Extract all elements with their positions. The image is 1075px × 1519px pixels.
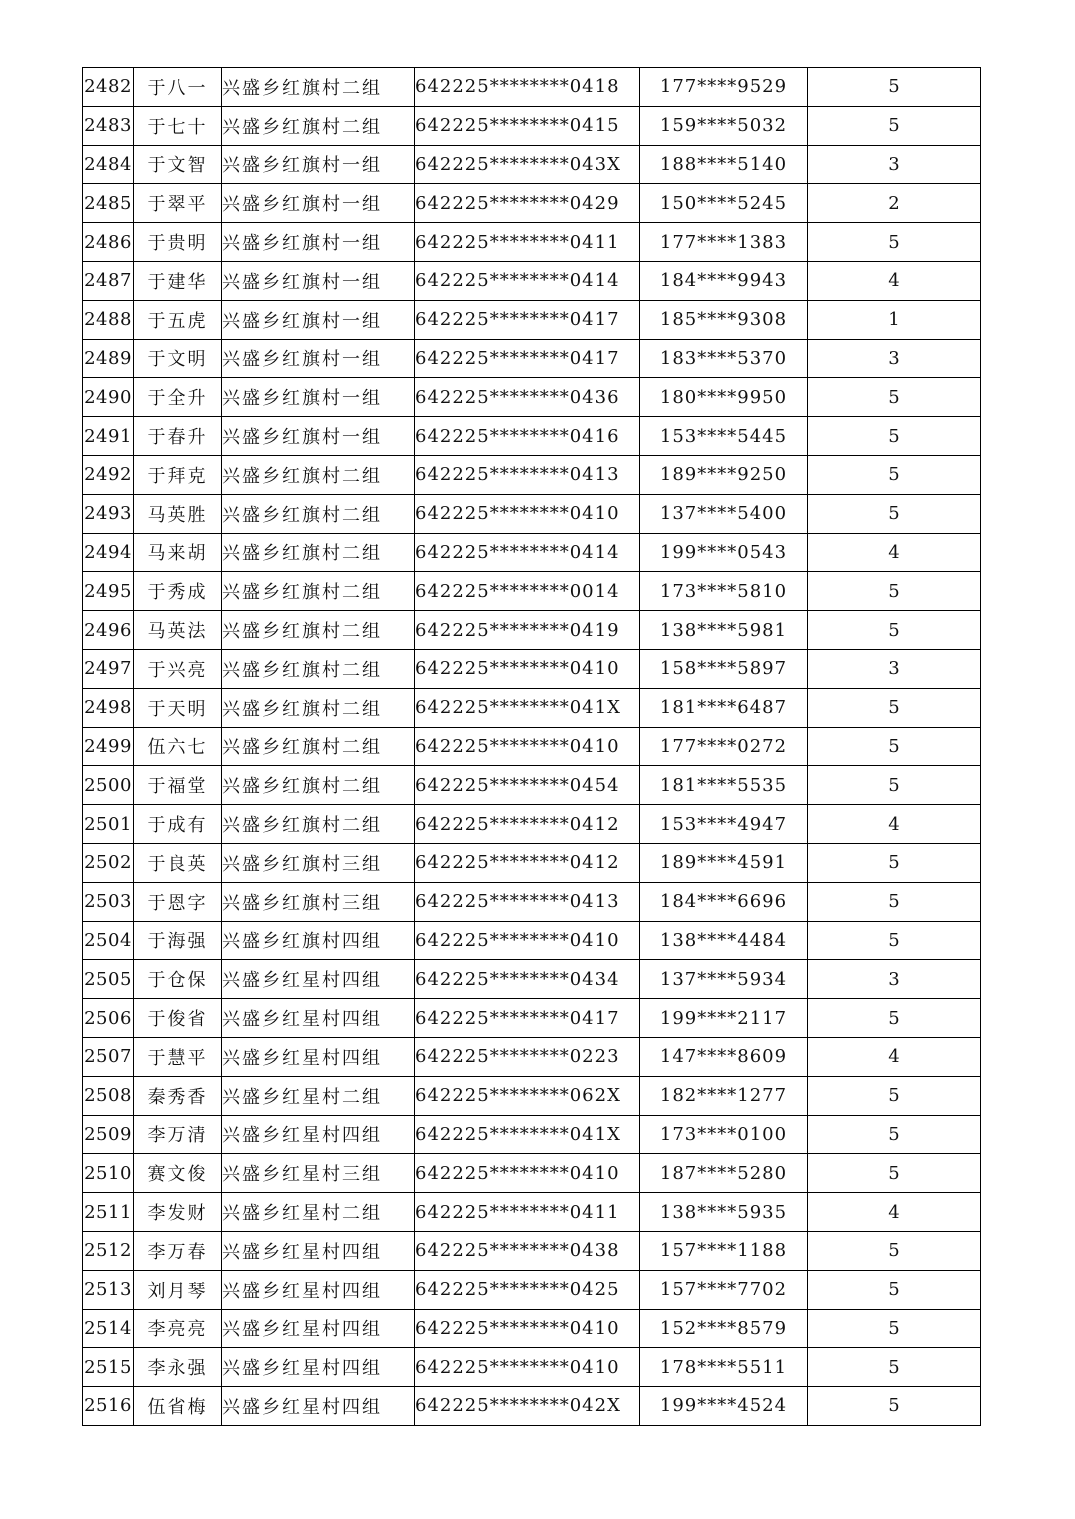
table-row bbox=[83, 145, 981, 184]
table-row bbox=[83, 1193, 981, 1232]
person-name-cell: 马来胡 bbox=[134, 533, 222, 572]
address-cell: 兴盛乡红旗村二组 bbox=[222, 68, 415, 107]
id-number-cell: 642225********0417 bbox=[415, 999, 640, 1038]
household-count-cell: 5 bbox=[808, 455, 981, 494]
row-number-cell: 2483 bbox=[83, 106, 134, 145]
address-cell: 兴盛乡红旗村四组 bbox=[222, 921, 415, 960]
address-cell: 兴盛乡红旗村二组 bbox=[222, 611, 415, 650]
table-row bbox=[83, 106, 981, 145]
person-name-cell: 于秀成 bbox=[134, 572, 222, 611]
row-number-cell: 2498 bbox=[83, 688, 134, 727]
id-number-cell: 642225********0438 bbox=[415, 1231, 640, 1270]
phone-number-cell: 189****9250 bbox=[640, 455, 808, 494]
person-name-cell: 伍省梅 bbox=[134, 1387, 222, 1426]
row-number-cell: 2506 bbox=[83, 999, 134, 1038]
phone-number-cell: 177****9529 bbox=[640, 68, 808, 107]
household-count-cell: 3 bbox=[808, 649, 981, 688]
phone-number-cell: 150****5245 bbox=[640, 184, 808, 223]
person-name-cell: 李万清 bbox=[134, 1115, 222, 1154]
id-number-cell: 642225********0410 bbox=[415, 1154, 640, 1193]
row-number-cell: 2482 bbox=[83, 68, 134, 107]
row-number-cell: 2515 bbox=[83, 1348, 134, 1387]
household-count-cell: 4 bbox=[808, 1037, 981, 1076]
phone-number-cell: 138****4484 bbox=[640, 921, 808, 960]
row-number-cell: 2485 bbox=[83, 184, 134, 223]
phone-number-cell: 178****5511 bbox=[640, 1348, 808, 1387]
household-count-cell: 5 bbox=[808, 843, 981, 882]
person-name-cell: 于拜克 bbox=[134, 455, 222, 494]
household-count-cell: 5 bbox=[808, 1387, 981, 1426]
roster-table bbox=[82, 67, 981, 1426]
row-number-cell: 2508 bbox=[83, 1076, 134, 1115]
phone-number-cell: 173****5810 bbox=[640, 572, 808, 611]
id-number-cell: 642225********0436 bbox=[415, 378, 640, 417]
address-cell: 兴盛乡红星村四组 bbox=[222, 1348, 415, 1387]
person-name-cell: 伍六七 bbox=[134, 727, 222, 766]
table-row bbox=[83, 843, 981, 882]
table-row bbox=[83, 339, 981, 378]
address-cell: 兴盛乡红星村四组 bbox=[222, 1037, 415, 1076]
phone-number-cell: 173****0100 bbox=[640, 1115, 808, 1154]
row-number-cell: 2490 bbox=[83, 378, 134, 417]
table-row bbox=[83, 766, 981, 805]
address-cell: 兴盛乡红旗村二组 bbox=[222, 688, 415, 727]
id-number-cell: 642225********0419 bbox=[415, 611, 640, 650]
address-cell: 兴盛乡红星村三组 bbox=[222, 1154, 415, 1193]
row-number-cell: 2487 bbox=[83, 261, 134, 300]
address-cell: 兴盛乡红旗村二组 bbox=[222, 727, 415, 766]
address-cell: 兴盛乡红旗村二组 bbox=[222, 649, 415, 688]
address-cell: 兴盛乡红旗村二组 bbox=[222, 533, 415, 572]
household-count-cell: 2 bbox=[808, 184, 981, 223]
household-count-cell: 5 bbox=[808, 611, 981, 650]
phone-number-cell: 182****1277 bbox=[640, 1076, 808, 1115]
address-cell: 兴盛乡红星村二组 bbox=[222, 1076, 415, 1115]
table-row bbox=[83, 1076, 981, 1115]
id-number-cell: 642225********0414 bbox=[415, 261, 640, 300]
id-number-cell: 642225********041X bbox=[415, 688, 640, 727]
address-cell: 兴盛乡红星村四组 bbox=[222, 1115, 415, 1154]
table-row bbox=[83, 533, 981, 572]
id-number-cell: 642225********0410 bbox=[415, 649, 640, 688]
id-number-cell: 642225********0416 bbox=[415, 417, 640, 456]
address-cell: 兴盛乡红星村四组 bbox=[222, 1270, 415, 1309]
person-name-cell: 于天明 bbox=[134, 688, 222, 727]
person-name-cell: 于八一 bbox=[134, 68, 222, 107]
row-number-cell: 2510 bbox=[83, 1154, 134, 1193]
id-number-cell: 642225********0454 bbox=[415, 766, 640, 805]
id-number-cell: 642225********0412 bbox=[415, 843, 640, 882]
id-number-cell: 642225********0412 bbox=[415, 805, 640, 844]
phone-number-cell: 184****6696 bbox=[640, 882, 808, 921]
row-number-cell: 2505 bbox=[83, 960, 134, 999]
table-row bbox=[83, 805, 981, 844]
address-cell: 兴盛乡红旗村一组 bbox=[222, 417, 415, 456]
address-cell: 兴盛乡红旗村二组 bbox=[222, 106, 415, 145]
person-name-cell: 李亮亮 bbox=[134, 1309, 222, 1348]
person-name-cell: 马英法 bbox=[134, 611, 222, 650]
person-name-cell: 于良英 bbox=[134, 843, 222, 882]
phone-number-cell: 138****5935 bbox=[640, 1193, 808, 1232]
phone-number-cell: 180****9950 bbox=[640, 378, 808, 417]
household-count-cell: 5 bbox=[808, 882, 981, 921]
address-cell: 兴盛乡红旗村一组 bbox=[222, 145, 415, 184]
row-number-cell: 2507 bbox=[83, 1037, 134, 1076]
household-count-cell: 4 bbox=[808, 533, 981, 572]
table-row bbox=[83, 611, 981, 650]
person-name-cell: 于慧平 bbox=[134, 1037, 222, 1076]
person-name-cell: 于全升 bbox=[134, 378, 222, 417]
person-name-cell: 于俊省 bbox=[134, 999, 222, 1038]
phone-number-cell: 152****8579 bbox=[640, 1309, 808, 1348]
table-row bbox=[83, 1387, 981, 1426]
row-number-cell: 2500 bbox=[83, 766, 134, 805]
table-row bbox=[83, 68, 981, 107]
id-number-cell: 642225********0417 bbox=[415, 339, 640, 378]
address-cell: 兴盛乡红旗村一组 bbox=[222, 261, 415, 300]
phone-number-cell: 199****2117 bbox=[640, 999, 808, 1038]
row-number-cell: 2493 bbox=[83, 494, 134, 533]
id-number-cell: 642225********0425 bbox=[415, 1270, 640, 1309]
phone-number-cell: 184****9943 bbox=[640, 261, 808, 300]
id-number-cell: 642225********0414 bbox=[415, 533, 640, 572]
phone-number-cell: 138****5981 bbox=[640, 611, 808, 650]
address-cell: 兴盛乡红旗村三组 bbox=[222, 882, 415, 921]
row-number-cell: 2496 bbox=[83, 611, 134, 650]
id-number-cell: 642225********0410 bbox=[415, 1309, 640, 1348]
id-number-cell: 642225********0411 bbox=[415, 223, 640, 262]
household-count-cell: 5 bbox=[808, 999, 981, 1038]
person-name-cell: 李发财 bbox=[134, 1193, 222, 1232]
id-number-cell: 642225********0418 bbox=[415, 68, 640, 107]
row-number-cell: 2488 bbox=[83, 300, 134, 339]
household-count-cell: 5 bbox=[808, 727, 981, 766]
table-row bbox=[83, 1115, 981, 1154]
table-row bbox=[83, 1231, 981, 1270]
table-row bbox=[83, 960, 981, 999]
id-number-cell: 642225********0415 bbox=[415, 106, 640, 145]
person-name-cell: 于海强 bbox=[134, 921, 222, 960]
phone-number-cell: 158****5897 bbox=[640, 649, 808, 688]
household-count-cell: 5 bbox=[808, 766, 981, 805]
phone-number-cell: 188****5140 bbox=[640, 145, 808, 184]
household-count-cell: 5 bbox=[808, 921, 981, 960]
phone-number-cell: 159****5032 bbox=[640, 106, 808, 145]
household-count-cell: 5 bbox=[808, 1231, 981, 1270]
person-name-cell: 于春升 bbox=[134, 417, 222, 456]
row-number-cell: 2495 bbox=[83, 572, 134, 611]
address-cell: 兴盛乡红旗村一组 bbox=[222, 339, 415, 378]
table-row bbox=[83, 455, 981, 494]
phone-number-cell: 147****8609 bbox=[640, 1037, 808, 1076]
person-name-cell: 于成有 bbox=[134, 805, 222, 844]
table-row bbox=[83, 688, 981, 727]
person-name-cell: 李永强 bbox=[134, 1348, 222, 1387]
phone-number-cell: 183****5370 bbox=[640, 339, 808, 378]
row-number-cell: 2513 bbox=[83, 1270, 134, 1309]
household-count-cell: 5 bbox=[808, 1309, 981, 1348]
person-name-cell: 于文明 bbox=[134, 339, 222, 378]
person-name-cell: 于仓保 bbox=[134, 960, 222, 999]
address-cell: 兴盛乡红星村四组 bbox=[222, 999, 415, 1038]
address-cell: 兴盛乡红旗村二组 bbox=[222, 455, 415, 494]
id-number-cell: 642225********062X bbox=[415, 1076, 640, 1115]
address-cell: 兴盛乡红旗村二组 bbox=[222, 494, 415, 533]
table-row bbox=[83, 572, 981, 611]
phone-number-cell: 181****5535 bbox=[640, 766, 808, 805]
household-count-cell: 5 bbox=[808, 106, 981, 145]
person-name-cell: 刘月琴 bbox=[134, 1270, 222, 1309]
household-count-cell: 5 bbox=[808, 1076, 981, 1115]
id-number-cell: 642225********043X bbox=[415, 145, 640, 184]
person-name-cell: 赛文俊 bbox=[134, 1154, 222, 1193]
id-number-cell: 642225********042X bbox=[415, 1387, 640, 1426]
address-cell: 兴盛乡红旗村一组 bbox=[222, 300, 415, 339]
row-number-cell: 2484 bbox=[83, 145, 134, 184]
id-number-cell: 642225********0411 bbox=[415, 1193, 640, 1232]
household-count-cell: 4 bbox=[808, 1193, 981, 1232]
person-name-cell: 于五虎 bbox=[134, 300, 222, 339]
person-name-cell: 于翠平 bbox=[134, 184, 222, 223]
person-name-cell: 马英胜 bbox=[134, 494, 222, 533]
person-name-cell: 于文智 bbox=[134, 145, 222, 184]
household-count-cell: 5 bbox=[808, 378, 981, 417]
row-number-cell: 2509 bbox=[83, 1115, 134, 1154]
row-number-cell: 2491 bbox=[83, 417, 134, 456]
person-name-cell: 于福堂 bbox=[134, 766, 222, 805]
table-row bbox=[83, 378, 981, 417]
person-name-cell: 李万春 bbox=[134, 1231, 222, 1270]
id-number-cell: 642225********0413 bbox=[415, 882, 640, 921]
address-cell: 兴盛乡红星村二组 bbox=[222, 1193, 415, 1232]
person-name-cell: 于建华 bbox=[134, 261, 222, 300]
id-number-cell: 642225********0413 bbox=[415, 455, 640, 494]
household-count-cell: 5 bbox=[808, 68, 981, 107]
person-name-cell: 于七十 bbox=[134, 106, 222, 145]
id-number-cell: 642225********0410 bbox=[415, 1348, 640, 1387]
table-row bbox=[83, 494, 981, 533]
row-number-cell: 2499 bbox=[83, 727, 134, 766]
id-number-cell: 642225********0417 bbox=[415, 300, 640, 339]
household-count-cell: 5 bbox=[808, 572, 981, 611]
phone-number-cell: 177****1383 bbox=[640, 223, 808, 262]
household-count-cell: 5 bbox=[808, 1115, 981, 1154]
address-cell: 兴盛乡红星村四组 bbox=[222, 960, 415, 999]
id-number-cell: 642225********0410 bbox=[415, 727, 640, 766]
row-number-cell: 2514 bbox=[83, 1309, 134, 1348]
table-row bbox=[83, 417, 981, 456]
table-row bbox=[83, 1348, 981, 1387]
id-number-cell: 642225********0410 bbox=[415, 494, 640, 533]
phone-number-cell: 137****5400 bbox=[640, 494, 808, 533]
table-row bbox=[83, 1037, 981, 1076]
household-count-cell: 4 bbox=[808, 261, 981, 300]
row-number-cell: 2497 bbox=[83, 649, 134, 688]
address-cell: 兴盛乡红旗村二组 bbox=[222, 572, 415, 611]
person-name-cell: 于兴亮 bbox=[134, 649, 222, 688]
household-count-cell: 3 bbox=[808, 145, 981, 184]
row-number-cell: 2502 bbox=[83, 843, 134, 882]
household-count-cell: 5 bbox=[808, 1348, 981, 1387]
table-row bbox=[83, 1154, 981, 1193]
row-number-cell: 2504 bbox=[83, 921, 134, 960]
household-count-cell: 5 bbox=[808, 688, 981, 727]
row-number-cell: 2494 bbox=[83, 533, 134, 572]
table-row bbox=[83, 921, 981, 960]
row-number-cell: 2486 bbox=[83, 223, 134, 262]
row-number-cell: 2489 bbox=[83, 339, 134, 378]
household-count-cell: 5 bbox=[808, 494, 981, 533]
address-cell: 兴盛乡红星村四组 bbox=[222, 1231, 415, 1270]
phone-number-cell: 157****1188 bbox=[640, 1231, 808, 1270]
person-name-cell: 于贵明 bbox=[134, 223, 222, 262]
address-cell: 兴盛乡红旗村一组 bbox=[222, 223, 415, 262]
household-count-cell: 5 bbox=[808, 417, 981, 456]
table-row bbox=[83, 882, 981, 921]
phone-number-cell: 181****6487 bbox=[640, 688, 808, 727]
address-cell: 兴盛乡红星村四组 bbox=[222, 1309, 415, 1348]
household-count-cell: 3 bbox=[808, 960, 981, 999]
phone-number-cell: 189****4591 bbox=[640, 843, 808, 882]
table-row bbox=[83, 727, 981, 766]
phone-number-cell: 199****4524 bbox=[640, 1387, 808, 1426]
person-name-cell: 秦秀香 bbox=[134, 1076, 222, 1115]
row-number-cell: 2512 bbox=[83, 1231, 134, 1270]
row-number-cell: 2501 bbox=[83, 805, 134, 844]
address-cell: 兴盛乡红旗村二组 bbox=[222, 766, 415, 805]
table-row bbox=[83, 999, 981, 1038]
person-name-cell: 于恩字 bbox=[134, 882, 222, 921]
household-count-cell: 5 bbox=[808, 1154, 981, 1193]
row-number-cell: 2492 bbox=[83, 455, 134, 494]
id-number-cell: 642225********0429 bbox=[415, 184, 640, 223]
phone-number-cell: 153****5445 bbox=[640, 417, 808, 456]
row-number-cell: 2516 bbox=[83, 1387, 134, 1426]
table-row bbox=[83, 649, 981, 688]
table-row bbox=[83, 261, 981, 300]
id-number-cell: 642225********0014 bbox=[415, 572, 640, 611]
table-row bbox=[83, 300, 981, 339]
address-cell: 兴盛乡红旗村一组 bbox=[222, 184, 415, 223]
table-row bbox=[83, 184, 981, 223]
address-cell: 兴盛乡红旗村一组 bbox=[222, 378, 415, 417]
address-cell: 兴盛乡红旗村三组 bbox=[222, 843, 415, 882]
table-row bbox=[83, 1309, 981, 1348]
id-number-cell: 642225********0434 bbox=[415, 960, 640, 999]
phone-number-cell: 177****0272 bbox=[640, 727, 808, 766]
phone-number-cell: 153****4947 bbox=[640, 805, 808, 844]
phone-number-cell: 187****5280 bbox=[640, 1154, 808, 1193]
phone-number-cell: 157****7702 bbox=[640, 1270, 808, 1309]
household-count-cell: 4 bbox=[808, 805, 981, 844]
row-number-cell: 2503 bbox=[83, 882, 134, 921]
id-number-cell: 642225********041X bbox=[415, 1115, 640, 1154]
table-row bbox=[83, 1270, 981, 1309]
id-number-cell: 642225********0223 bbox=[415, 1037, 640, 1076]
household-count-cell: 5 bbox=[808, 223, 981, 262]
household-count-cell: 5 bbox=[808, 1270, 981, 1309]
phone-number-cell: 185****9308 bbox=[640, 300, 808, 339]
address-cell: 兴盛乡红旗村二组 bbox=[222, 805, 415, 844]
phone-number-cell: 199****0543 bbox=[640, 533, 808, 572]
household-count-cell: 1 bbox=[808, 300, 981, 339]
id-number-cell: 642225********0410 bbox=[415, 921, 640, 960]
address-cell: 兴盛乡红星村四组 bbox=[222, 1387, 415, 1426]
roster-body bbox=[83, 68, 981, 1426]
table-row bbox=[83, 223, 981, 262]
household-count-cell: 3 bbox=[808, 339, 981, 378]
row-number-cell: 2511 bbox=[83, 1193, 134, 1232]
phone-number-cell: 137****5934 bbox=[640, 960, 808, 999]
